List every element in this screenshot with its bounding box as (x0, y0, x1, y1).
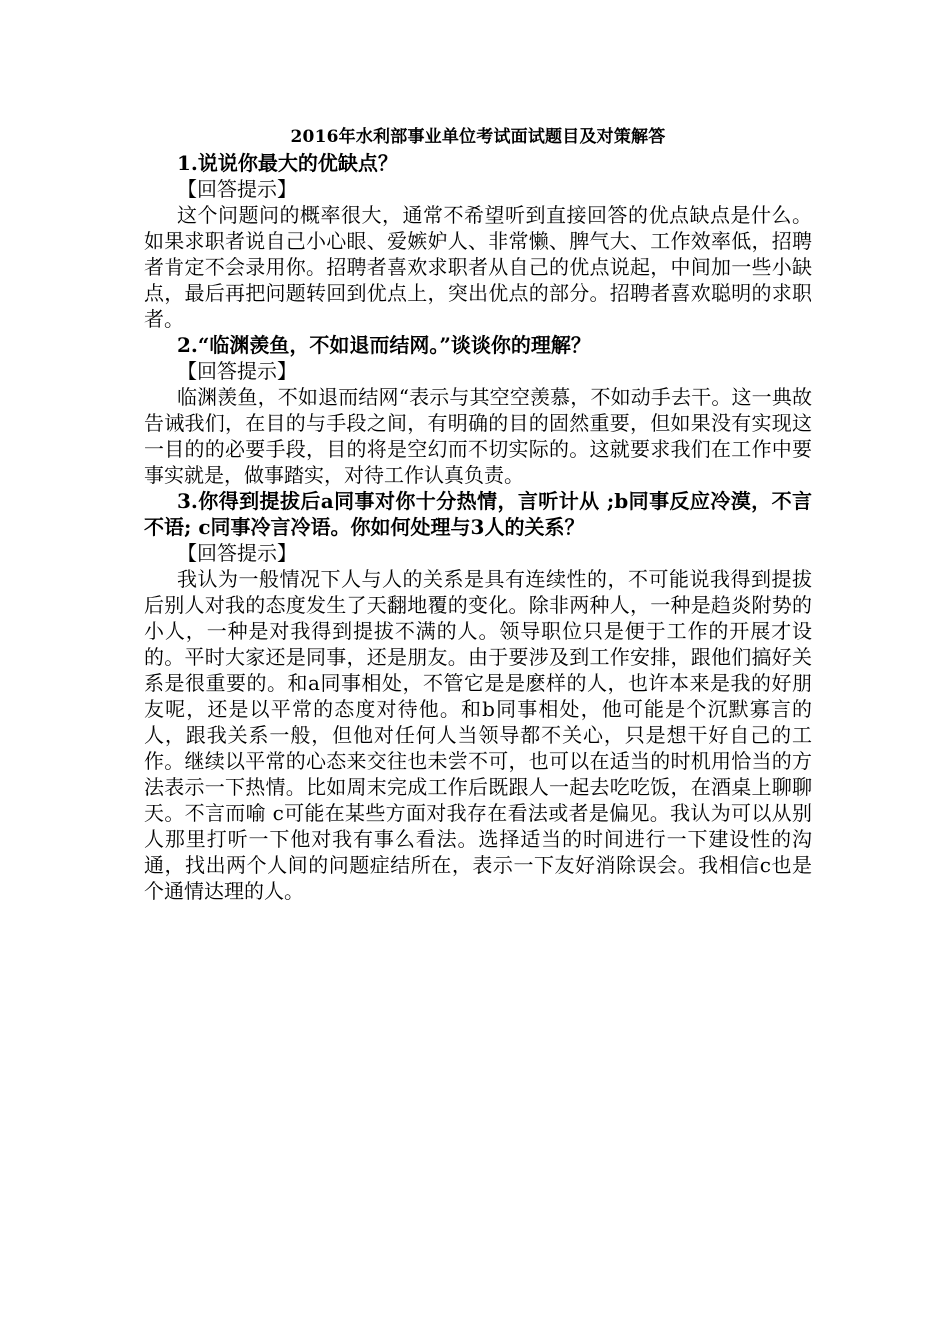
section-2 (144, 332, 812, 488)
section-1 (144, 150, 812, 332)
answer-1: 这个问题问的概率很大，通常不希望听到直接回答的优点缺点是什么。如果求职者说自己小心眼、爱嫉妒人、非常懒、脾气大、工作效率低，招聘者肯定不会录用你。招聘者喜欢求职者从自己的优点说起，中间加一些小缺点，最后再把问题转回到优点上，突出优点的部分。招聘者喜欢聪明的求职者。 (144, 203, 812, 331)
hint-label-1: 【回答提示】 (177, 177, 297, 201)
document-title: 2016年水利部事业单位考试面试题目及对策解答 (290, 127, 666, 147)
answer-2: 临渊羡鱼，不如退而结网“表示与其空空羡慕，不如动手去干。这一典故告诫我们，在目的与手段之间，有明确的目的固然重要，但如果没有实现这一目的的必要手段，目的将是空幻而不切实际的。这就要求我们在工作中要事实就是，做事踏实，对待工作认真负责。 (144, 385, 812, 487)
document-page (144, 124, 812, 904)
hint-label-3: 【回答提示】 (177, 541, 297, 565)
hint-label-2: 【回答提示】 (177, 359, 297, 383)
answer-3: 我认为一般情况下人与人的关系是具有连续性的，不可能说我得到提拔后别人对我的态度发生了天翻地覆的变化。除非两种人，一种是趋炎附势的小人，一种是对我得到提拔不满的人。领导职位只是便于工作的开展才设的。平时大家还是同事，还是朋友。由于要涉及到工作安排，跟他们搞好关系是很重要的。和a同事相处，不管它是是麽样的人，也许本来是我的好朋友呢，还是以平常的态度对待他。和b同事相处，他可能是个沉默寡言的人，跟我关系一般，但他对任何人当领导都不关心，只是想干好自己的工作。继续以平常的心态来交往也未尝不可，也可以在适当的时机用恰当的方法表示一下热情。比如周末完成工作后既跟人一起去吃吃饭，在酒桌上聊聊天。不言而喻 c可能在某些方面对我存在看法或者是偏见。我认为可以从别人那里打听一下他对我有事么看法。选择适当的时间进行一下建设性的沟通，找出两个人间的问题症结所在，表示一下友好消除误会。我相信c也是个通情达理的人。 (144, 567, 812, 903)
question-2: 2.“临渊羡鱼，不如退而结网。”谈谈你的理解？ (177, 333, 591, 357)
question-1: 1.说说你最大的优缺点？ (177, 151, 398, 175)
section-3 (144, 488, 812, 904)
question-3: 3.你得到提拔后a同事对你十分热情，言听计从 ;b同事反应冷漠，不言不语; c同事冷言冷语。你如何处理与3人的关系？ (144, 489, 812, 539)
